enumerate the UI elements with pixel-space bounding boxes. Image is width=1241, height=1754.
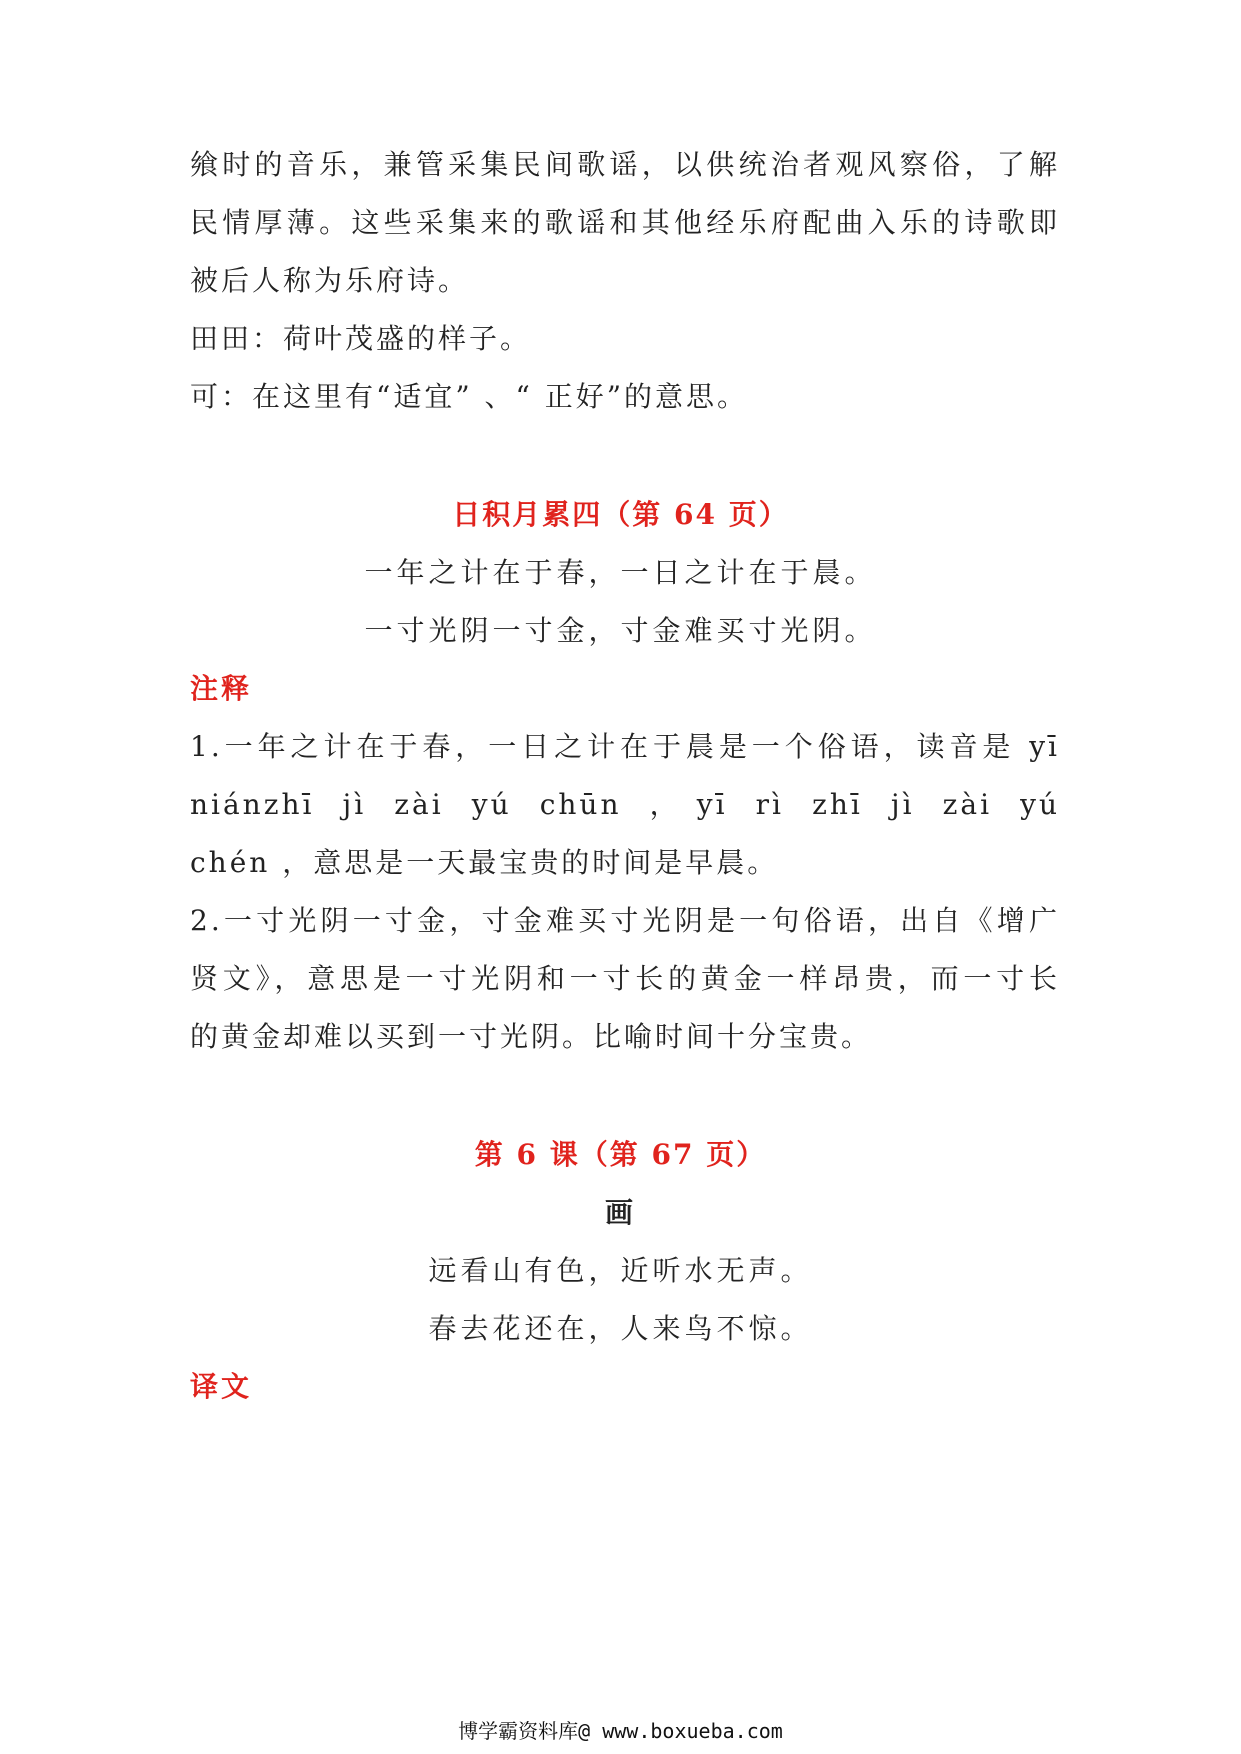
note-line: 贤文》，意思是一寸光阴和一寸长的黄金一样昂贵，而一寸长 bbox=[190, 962, 1060, 995]
body-text-line: 飨时的音乐，兼管采集民间歌谣，以供统治者观风察俗，了解 bbox=[190, 148, 1060, 181]
note-line: niánzhī jì zài yú chūn ，yī rì zhī jì zài yú bbox=[190, 788, 1060, 821]
notes-label: 注释 bbox=[190, 672, 253, 705]
poem-line: 远看山有色，近听水无声。 bbox=[428, 1254, 813, 1287]
note-line: 1.一年之计在于春，一日之计在于晨是一个俗语，读音是 yī bbox=[190, 730, 1060, 763]
note-line: 2.一寸光阴一寸金，寸金难买寸光阴是一句俗语，出自《增广 bbox=[190, 904, 1060, 937]
footer-watermark: 博学霸资料库@ www.boxueba.com bbox=[458, 1719, 783, 1743]
note-line: 的黄金却难以买到一寸光阴。比喻时间十分宝贵。 bbox=[190, 1020, 873, 1053]
note-tiantian: 田田：荷叶茂盛的样子。 bbox=[190, 322, 532, 355]
poem-line: 一寸光阴一寸金，寸金难买寸光阴。 bbox=[364, 614, 877, 647]
poem-title: 画 bbox=[604, 1196, 636, 1229]
section-heading: 第 6 课（第 67 页） bbox=[474, 1138, 767, 1171]
poem-line: 春去花还在，人来鸟不惊。 bbox=[428, 1312, 813, 1345]
body-text-line: 被后人称为乐府诗。 bbox=[190, 264, 470, 297]
note-ke: 可：在这里有“适宜” 、“ 正好”的意思。 bbox=[190, 380, 749, 413]
section-heading: 日积月累四（第 64 页） bbox=[452, 498, 789, 531]
body-text-line: 民情厚薄。这些采集来的歌谣和其他经乐府配曲入乐的诗歌即 bbox=[190, 206, 1060, 239]
poem-line: 一年之计在于春，一日之计在于晨。 bbox=[364, 556, 877, 589]
translation-label: 译文 bbox=[190, 1370, 253, 1403]
note-line: chén ，意思是一天最宝贵的时间是早晨。 bbox=[190, 846, 779, 879]
